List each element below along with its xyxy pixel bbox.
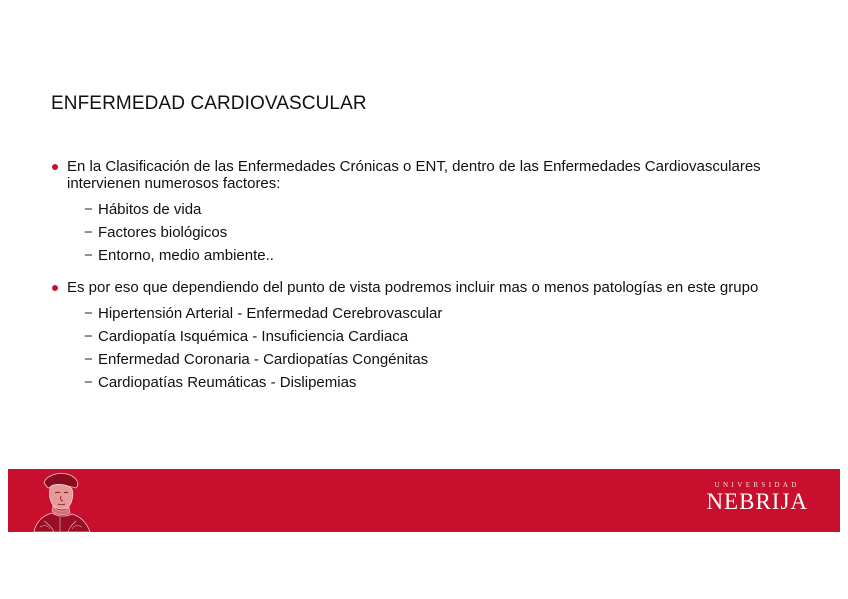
sub-item-text: Cardiopatías Reumáticas - Dislipemias	[98, 374, 357, 391]
sub-item	[67, 348, 811, 371]
dash-icon: −	[84, 351, 93, 368]
footer-banner	[8, 469, 840, 532]
university-logo	[706, 481, 808, 514]
bullet-text: En la Clasificación de las Enfermedades Crónicas o ENT, dentro de las Enfermedades Cardiovasculares intervienen numerosos factores:	[67, 158, 761, 192]
sub-item	[67, 302, 811, 325]
dash-icon: −	[84, 224, 93, 241]
dash-icon: −	[84, 328, 93, 345]
bullet-item	[51, 158, 811, 267]
sub-item-text: Hipertensión Arterial - Enfermedad Cerebrovascular	[98, 305, 443, 322]
slide-content	[51, 158, 811, 394]
sub-item	[67, 244, 811, 267]
bullet-dot-icon	[52, 285, 58, 291]
bullet-dot-icon	[52, 164, 58, 170]
sub-item	[67, 325, 811, 348]
logo-subtitle: UNIVERSIDAD	[714, 481, 800, 489]
sub-item-text: Entorno, medio ambiente..	[98, 247, 274, 264]
slide-title: ENFERMEDAD CARDIOVASCULAR	[51, 93, 367, 114]
sub-list	[67, 302, 811, 394]
sub-item-text: Hábitos de vida	[98, 201, 202, 218]
bullet-item	[51, 279, 811, 394]
sub-item-text: Factores biológicos	[98, 224, 228, 241]
sub-item	[67, 221, 811, 244]
nebrija-portrait-icon	[30, 469, 92, 532]
sub-item-text: Cardiopatía Isquémica - Insuficiencia Cardiaca	[98, 328, 409, 345]
sub-item	[67, 371, 811, 394]
dash-icon: −	[84, 201, 93, 218]
sub-item	[67, 198, 811, 221]
sub-item-text: Enfermedad Coronaria - Cardiopatías Congénitas	[98, 351, 429, 368]
dash-icon: −	[84, 247, 93, 264]
bullet-text: Es por eso que dependiendo del punto de vista podremos incluir mas o menos patologías en este grupo	[67, 279, 759, 296]
logo-wordmark: NEBRIJA	[706, 489, 808, 514]
sub-list	[67, 198, 811, 267]
dash-icon: −	[84, 374, 93, 391]
dash-icon: −	[84, 305, 93, 322]
